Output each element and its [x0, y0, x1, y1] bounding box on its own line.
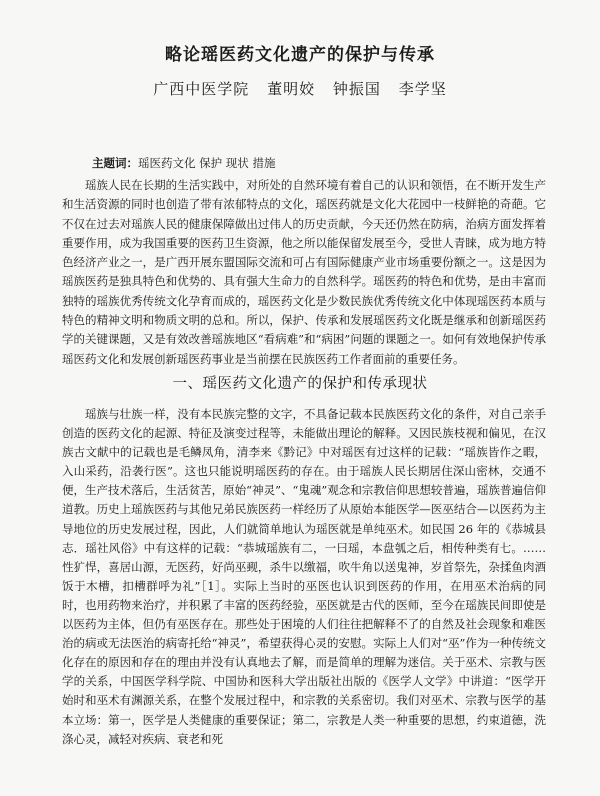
author-institution: 广西中医学院: [153, 80, 250, 98]
article-title: 略论瑶医药文化遗产的保护与传承: [165, 45, 435, 65]
author-name: 董明姣: [267, 80, 316, 98]
author-name: 李学坚: [398, 80, 447, 98]
body-paragraph: 瑶族与壮族一样，没有本民族完整的文字，不具备记载本民族医药文化的条件，对自己亲手创造的医药文化的起源、特征及演变过程等，未能做出理论的解释。又因民族枝视和偏见，在汉族古文献中的记载也是毛鳞凤角，清李来《黔记》中对瑶医有过这样的记载：“瑶族皆作之暇，入山采药，沿袭行医”。这也只能说明瑶医药的存在。由于瑶族人民长期居住深山密林，交通不便，生产技术落后，生活贫苦，原始“神灵”、“鬼魂”观念和宗教信仰思想较普遍，瑶族普遍信仰道教。历史上瑶族医药与其他兄弟民族医药一样经历了从原始本能医学—医巫结合—以医药为主导地位的历史发展过程，因此，人们就简单地认为瑶医就是单纯巫术。如民国 26 年的《恭城县志．瑶社风俗》中有这样的记载：“恭城瑶族有二，一曰瑶，本盘瓠之后，相传种类有七。……性犷悍，喜居山源，无医药，好尚巫觋，杀牛以缴福，吹牛角以送鬼神，岁首祭先，杂揉鱼肉酒饭于木槽，扣槽群呼为礼”［1］。实际上当时的巫医也认识到医药的作用，在用巫术治病的同时，也用药物来治疗，并积累了丰富的医药经验，巫医就是古代的医师，至今在瑶族民间即使是以医药为主体，但仍有巫医存在。那些处于困境的人们往往把解释不了的自然及社会现象和难医治的病或无法医治的病寄托给“神灵”，希望获得心灵的安慰。实际上人们对“巫”作为一种传统文化存在的原因和存在的理由并没有认真地去了解，而是简单的理解为迷信。关于巫术、宗教与医学的关系，中国医学科学院、中国协和医科大学出版社出版的《医学人文学》中讲道：“医学开始时和巫术有渊源关系，在整个发展过程中，和宗教的关系密切。我们对巫术、宗教与医学的基本立场：第一，医学是人类健康的重要保证；第二，宗教是人类一种重要的思想，约束道德，洗涤心灵，减轻对疾病、衰老和死: [62, 407, 546, 746]
keywords-label: 主题词：: [92, 156, 138, 170]
keywords-line: [92, 155, 572, 171]
section-heading: 一、瑶医药文化遗产的保护和传承现状: [172, 376, 428, 392]
author-line: [0, 78, 600, 99]
author-name: 钟振国: [332, 80, 381, 98]
intro-paragraph: 瑶族人民在长期的生活实践中，对所处的自然环境有着自己的认识和领悟，在不断开发生产和生活资源的同时也创造了带有浓郁特点的文化，瑶医药就是文化大花园中一枝鲜艳的奇葩。它不仅在过去对瑶族人民的健康保障做出过伟人的历史贡献，今天还仍然在防病，治病方面发挥着重要作用，成为我国重要的医药卫生资源，他之所以能保留发展至今，受世人青睐，成为地方特色经济产业之一，是广西开展东盟国际交流和可占有国际健康产业市场重要份额之一。这是因为瑶族医药是独具特色和优势的、具有强大生命力的自然科学。瑶医药的特色和优势，是由丰富而独特的瑶族优秀传统文化孕育而成的，瑶医药文化是少数民族优秀传统文化中体现瑶医药本质与特色的精神文明和物质文明的总和。所以，保护、传承和发展瑶医药文化既是继承和创新瑶医药学的关键课题，又是有效改善瑶族地区“看病难”和“病困”问题的课题之一。如何有效地保护传承瑶医药文化和发展创新瑶医药事业是当前摆在民族医药工作者面前的重要任务。: [62, 178, 546, 366]
keywords-text: 瑶医药文化 保护 现状 措施: [138, 156, 276, 170]
